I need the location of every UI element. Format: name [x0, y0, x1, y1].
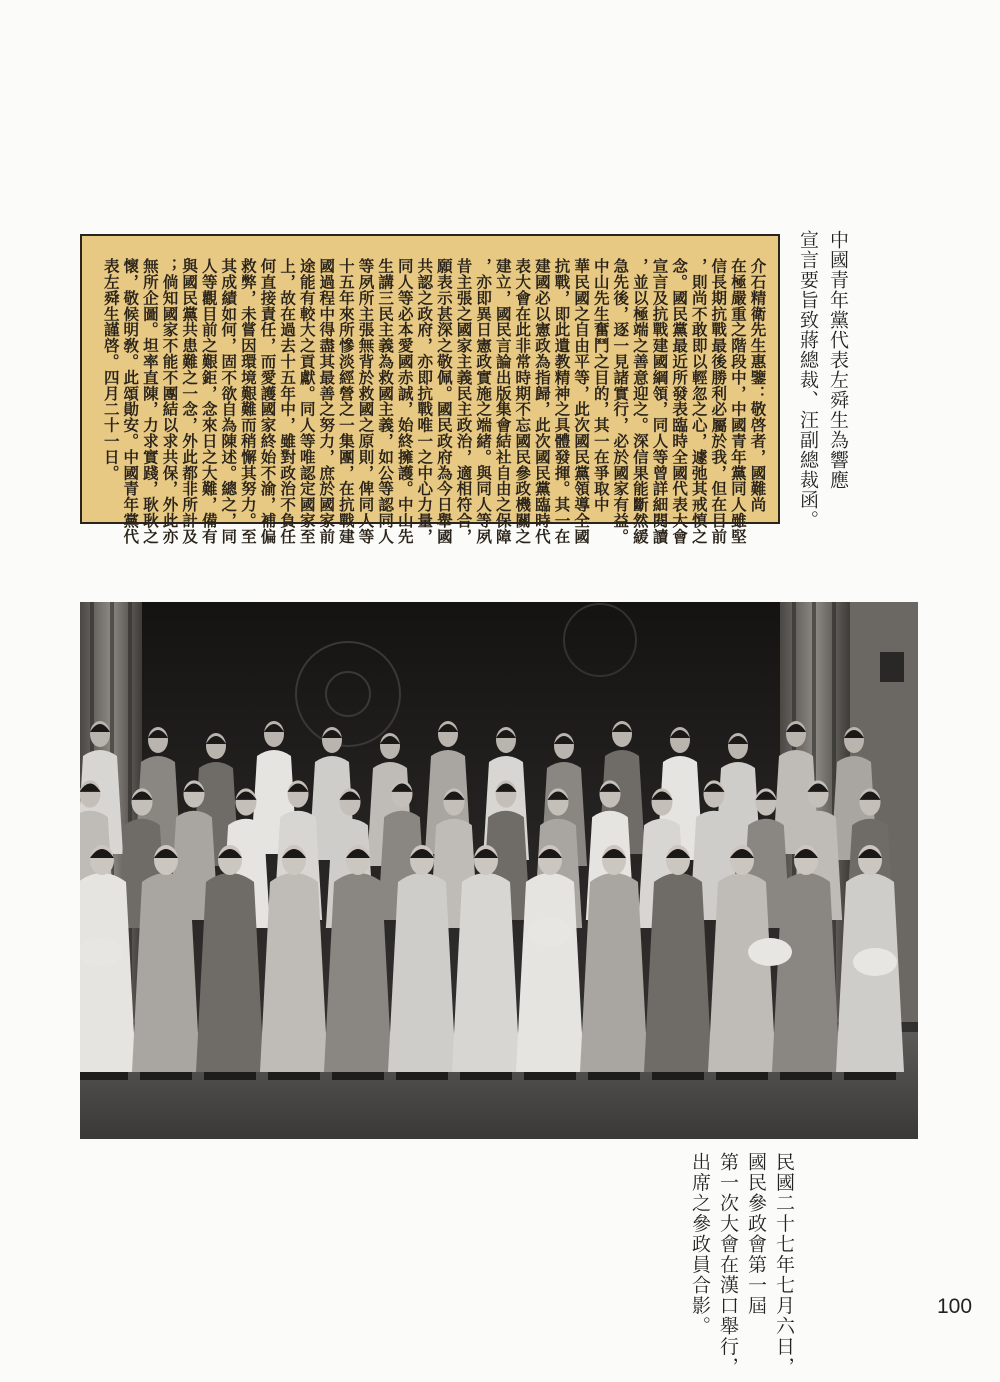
letter-column: 介石精衛先生惠鑒：敬啓者，國難尚 [748, 258, 768, 513]
letter-column: ，並以極端之善意迎之。深信果能斷然緩 [630, 258, 650, 545]
letter-column: 中山先生奮鬥之目的，其一在爭取中 [591, 258, 611, 513]
letter-column: 信長期抗戰最後勝利必屬於我，但在目前 [709, 258, 729, 545]
letter-column: 建國必以憲政為指歸，此次國民黨臨時代 [532, 258, 552, 545]
letter-column: 無所企圖。坦率直陳，力求實踐，耿耿之 [140, 258, 160, 545]
page-number: 100 [937, 1295, 973, 1318]
letter-column: ，則尚不敢即以輕忽之心，遽弛其戒慎之 [689, 258, 709, 545]
letter-column: 懷，敬候明敎。此頌勛安。中國青年黨代 [121, 258, 141, 545]
letter-column: 表左舜生謹啓。四月二十一日。 [101, 258, 121, 481]
group-photo-illustration [80, 602, 918, 1139]
letter-column: 何直接責任，而愛護國家終始不渝，補偏 [258, 258, 278, 545]
letter-column: 等夙所主張無背於救國之原則，俾同人等 [356, 258, 376, 545]
photo-caption [689, 1152, 810, 1378]
photo-caption-line: 第一次大會在漢口舉行， [717, 1152, 739, 1378]
top-caption-line: 宣言要旨致蔣總裁、汪副總裁函。 [797, 230, 819, 530]
letter-column: 同人等必本愛國赤誠，始終擁護。中山先 [395, 258, 415, 545]
letter-column: 昔主張之國家主義民主政治，適相符合， [454, 258, 474, 545]
letter-column: 宣言及抗戰建國綱領，同人等曾詳細閱讀 [650, 258, 670, 545]
photo-caption-line: 民國二十七年七月六日， [773, 1152, 795, 1378]
letter-column: 上，故在過去十五年中，雖對政治不負任 [278, 258, 298, 545]
letter-column: 念。國民黨最近所發表臨時全國代表大會 [670, 258, 690, 545]
letter-column: 途能有較大之貢獻。同人等唯認定國家至 [297, 258, 317, 545]
letter-column: 生講三民主義為救國主義，如公等認同人 [376, 258, 396, 545]
top-caption-line: 中國青年黨代表左舜生為響應 [827, 230, 849, 490]
letter-column: 在極嚴重之階段中，中國青年黨同人雖堅 [728, 258, 748, 545]
letter-box [80, 234, 780, 545]
letter-column: 抗戰，即此遺教精神之具體發揮。其一在 [552, 258, 572, 545]
letter-column: 表大會在此非常時期不忘國民參政機關之 [513, 258, 533, 545]
top-caption [790, 226, 860, 530]
letter-column: 急先後，逐一見諸實行，必於國家有益。 [611, 258, 631, 545]
letter-column: 救弊，未嘗因環境艱難而稍懈其努力。至 [238, 258, 258, 545]
letter-column: 華民國之自由平等，此次國民黨領導全國 [572, 258, 592, 545]
letter-column: 與國民黨共患難之一念，外此都非所計及 [180, 258, 200, 545]
letter-column: 人等觀目前之艱鉅，念來日之大難，備有 [199, 258, 219, 545]
letter-column: ，亦即異日憲政實施之端緒。與同人等夙 [474, 258, 494, 545]
letter-column: ；倘知國家不能不團結以求共保，外此亦 [160, 258, 180, 545]
photo-caption-line: 國民參政會第一屆 [745, 1152, 767, 1316]
letter-column: 十五年來所慘淡經營之一集團，在抗戰建 [336, 258, 356, 545]
letter-column: 其成績如何，固不欲自為陳述。總之，同 [219, 258, 239, 545]
letter-column: 國過程中得盡其最善之努力，庶於國家前 [317, 258, 337, 545]
photo-caption-line: 出席之參政員合影。 [689, 1152, 711, 1337]
letter-column: 共認之政府，亦即抗戰唯一之中心力量， [415, 258, 435, 545]
group-photograph [80, 602, 918, 1139]
letter-column: 建立，國民言論出版集會結社自由之保障 [493, 258, 513, 545]
letter-column: 願表示甚深之敬佩。國民政府為今日舉國 [434, 258, 454, 545]
